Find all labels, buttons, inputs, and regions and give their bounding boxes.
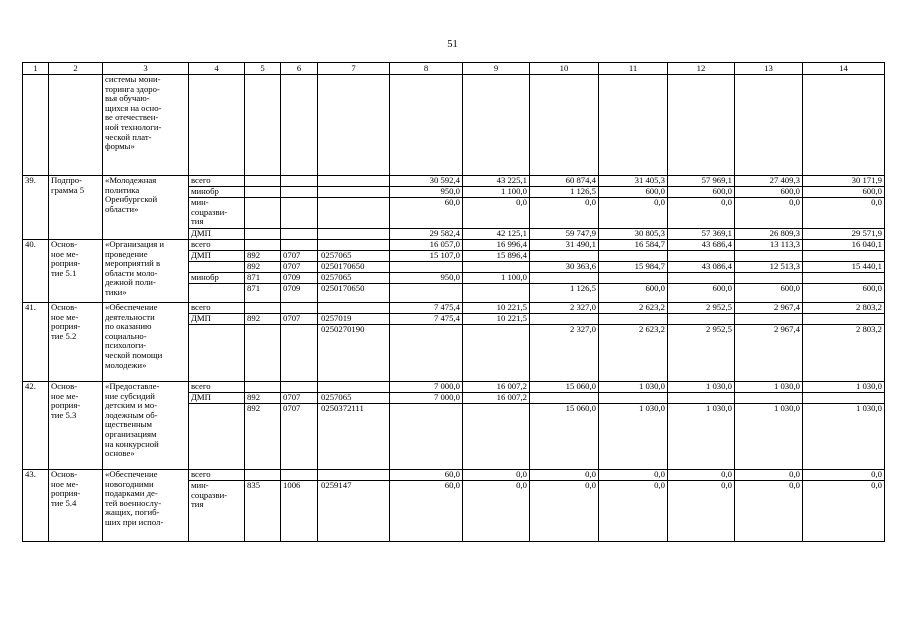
- amount-cell: 1 030,0: [599, 404, 668, 470]
- code-grbs: [245, 382, 281, 393]
- amount-cell: [735, 273, 803, 284]
- amount-cell: 15 440,1: [803, 262, 885, 273]
- amount-cell: [463, 325, 530, 382]
- amount-cell: 950,0: [390, 187, 463, 198]
- code-grbs: 892: [245, 251, 281, 262]
- amount-cell: 1 030,0: [668, 404, 735, 470]
- amount-cell: 10 221,5: [463, 303, 530, 314]
- code-grbs: 892: [245, 393, 281, 404]
- funding-source: ДМП: [189, 393, 245, 404]
- code-section: [281, 382, 318, 393]
- code-target: [318, 229, 390, 240]
- amount-cell: [390, 325, 463, 382]
- amount-cell: 600,0: [599, 187, 668, 198]
- amount-cell: 16 007,2: [463, 382, 530, 393]
- amount-cell: 7 475,4: [390, 314, 463, 325]
- amount-cell: 2 952,5: [668, 325, 735, 382]
- item-name: «Организация и проведение мероприятий в области моло- дежной поли- тики»: [103, 240, 189, 303]
- amount-cell: 30 592,4: [390, 176, 463, 187]
- amount-cell: [530, 314, 599, 325]
- amount-cell: [803, 273, 885, 284]
- item-name: «Обеспечение деятельности по оказанию социально- психологи- ческой помощи молодежи»: [103, 303, 189, 382]
- funding-source: [189, 262, 245, 273]
- funding-source: ДМП: [189, 314, 245, 325]
- amount-cell: [463, 284, 530, 303]
- row-number: 41.: [23, 303, 49, 382]
- amount-cell: 12 513,3: [735, 262, 803, 273]
- amount-cell: 2 967,4: [735, 325, 803, 382]
- amount-cell: [599, 251, 668, 262]
- amount-cell: [463, 404, 530, 470]
- amount-cell: 13 113,3: [735, 240, 803, 251]
- amount-cell: 2 803,2: [803, 303, 885, 314]
- amount-cell: 10 221,5: [463, 314, 530, 325]
- column-number-8: 8: [390, 63, 463, 75]
- amount-cell: 1 100,0: [463, 187, 530, 198]
- cell-empty: [49, 75, 103, 176]
- amount-cell: 16 040,1: [803, 240, 885, 251]
- amount-cell: 2 623,2: [599, 325, 668, 382]
- row-number: 39.: [23, 176, 49, 240]
- code-section: [281, 198, 318, 229]
- amount-cell: [390, 262, 463, 273]
- amount-cell: 1 100,0: [463, 273, 530, 284]
- code-grbs: 871: [245, 273, 281, 284]
- cell-empty: [390, 75, 463, 176]
- amount-cell: [668, 251, 735, 262]
- code-section: 0707: [281, 393, 318, 404]
- table-row: [23, 176, 885, 187]
- amount-cell: 16 007,2: [463, 393, 530, 404]
- column-number-3: 3: [103, 63, 189, 75]
- amount-cell: 15 896,4: [463, 251, 530, 262]
- amount-cell: 0,0: [735, 470, 803, 481]
- code-section: 0707: [281, 404, 318, 470]
- continuation-row: [23, 75, 885, 176]
- amount-cell: 43 686,4: [668, 240, 735, 251]
- item-name: «Предоставле- ние субсидий детским и мо- лодежным об- щественным организациям на конкурсной основе»: [103, 382, 189, 470]
- amount-cell: 600,0: [803, 187, 885, 198]
- column-number-14: 14: [803, 63, 885, 75]
- table-body: [23, 63, 885, 542]
- item-type: Основ- ное ме- роприя- тие 5.3: [49, 382, 103, 470]
- amount-cell: [530, 393, 599, 404]
- code-target: [318, 198, 390, 229]
- amount-cell: 600,0: [668, 284, 735, 303]
- amount-cell: [803, 314, 885, 325]
- column-number-4: 4: [189, 63, 245, 75]
- amount-cell: 1 126,5: [530, 187, 599, 198]
- code-target: [318, 240, 390, 251]
- row-number: 40.: [23, 240, 49, 303]
- cell-empty: [189, 75, 245, 176]
- column-number-11: 11: [599, 63, 668, 75]
- amount-cell: 1 030,0: [735, 404, 803, 470]
- amount-cell: 7 000,0: [390, 382, 463, 393]
- cell-empty: [599, 75, 668, 176]
- amount-cell: 16 584,7: [599, 240, 668, 251]
- amount-cell: [735, 251, 803, 262]
- amount-cell: 0,0: [735, 198, 803, 229]
- code-target: [318, 176, 390, 187]
- funding-source: мин- соцразви- тия: [189, 481, 245, 542]
- code-section: 0707: [281, 314, 318, 325]
- code-grbs: 892: [245, 314, 281, 325]
- funding-source: ДМП: [189, 251, 245, 262]
- amount-cell: [530, 251, 599, 262]
- code-grbs: [245, 229, 281, 240]
- amount-cell: 30 363,6: [530, 262, 599, 273]
- code-section: 0709: [281, 284, 318, 303]
- code-target: 0250270190: [318, 325, 390, 382]
- amount-cell: 60 874,4: [530, 176, 599, 187]
- column-number-7: 7: [318, 63, 390, 75]
- table-row: [23, 240, 885, 251]
- amount-cell: [803, 393, 885, 404]
- funding-source: всего: [189, 303, 245, 314]
- cell-empty: [803, 75, 885, 176]
- column-number-13: 13: [735, 63, 803, 75]
- amount-cell: 31 405,3: [599, 176, 668, 187]
- code-grbs: [245, 187, 281, 198]
- cell-empty: [318, 75, 390, 176]
- funding-source: [189, 325, 245, 382]
- amount-cell: [530, 273, 599, 284]
- amount-cell: 29 571,9: [803, 229, 885, 240]
- code-grbs: 892: [245, 404, 281, 470]
- funding-source: мин- соцразви- тия: [189, 198, 245, 229]
- code-section: 0707: [281, 251, 318, 262]
- code-target: 0259147: [318, 481, 390, 542]
- table-row: [23, 303, 885, 314]
- amount-cell: 57 969,1: [668, 176, 735, 187]
- page-number: 51: [447, 39, 458, 50]
- amount-cell: 0,0: [803, 470, 885, 481]
- code-section: 0707: [281, 262, 318, 273]
- code-target: 0250170650: [318, 284, 390, 303]
- code-section: [281, 176, 318, 187]
- amount-cell: 2 967,4: [735, 303, 803, 314]
- code-grbs: 871: [245, 284, 281, 303]
- amount-cell: [390, 404, 463, 470]
- amount-cell: 2 327,0: [530, 303, 599, 314]
- amount-cell: 26 809,3: [735, 229, 803, 240]
- amount-cell: 600,0: [735, 284, 803, 303]
- amount-cell: 0,0: [599, 198, 668, 229]
- amount-cell: 0,0: [463, 470, 530, 481]
- amount-cell: [668, 273, 735, 284]
- amount-cell: 15 060,0: [530, 404, 599, 470]
- code-section: [281, 325, 318, 382]
- row-number: 42.: [23, 382, 49, 470]
- amount-cell: 60,0: [390, 198, 463, 229]
- amount-cell: 2 952,5: [668, 303, 735, 314]
- code-target: 0257065: [318, 393, 390, 404]
- code-target: 0250170650: [318, 262, 390, 273]
- column-number-6: 6: [281, 63, 318, 75]
- cell-empty: [23, 75, 49, 176]
- code-grbs: [245, 303, 281, 314]
- funding-source: минобр: [189, 187, 245, 198]
- amount-cell: 15 060,0: [530, 382, 599, 393]
- amount-cell: 2 803,2: [803, 325, 885, 382]
- amount-cell: 600,0: [803, 284, 885, 303]
- cell-empty: [245, 75, 281, 176]
- amount-cell: 0,0: [803, 481, 885, 542]
- amount-cell: 15 107,0: [390, 251, 463, 262]
- item-type: Основ- ное ме- роприя- тие 5.4: [49, 470, 103, 542]
- column-number-9: 9: [463, 63, 530, 75]
- amount-cell: [463, 262, 530, 273]
- amount-cell: 600,0: [668, 187, 735, 198]
- amount-cell: 15 984,7: [599, 262, 668, 273]
- code-target: 0257065: [318, 273, 390, 284]
- amount-cell: 1 030,0: [668, 382, 735, 393]
- cell-empty: [668, 75, 735, 176]
- funding-source: всего: [189, 382, 245, 393]
- amount-cell: 1 030,0: [735, 382, 803, 393]
- amount-cell: 60,0: [390, 470, 463, 481]
- code-target: [318, 303, 390, 314]
- amount-cell: 0,0: [530, 470, 599, 481]
- column-number-row: [23, 63, 885, 75]
- funding-source: минобр: [189, 273, 245, 284]
- item-name: «Обеспечение новогодними подарками де- тей военнослу- жащих, погиб- ших при испол-: [103, 470, 189, 542]
- amount-cell: [390, 284, 463, 303]
- code-grbs: [245, 198, 281, 229]
- code-target: 0250372111: [318, 404, 390, 470]
- row-number: 43.: [23, 470, 49, 542]
- amount-cell: [735, 314, 803, 325]
- column-number-2: 2: [49, 63, 103, 75]
- amount-cell: 0,0: [735, 481, 803, 542]
- amount-cell: [668, 393, 735, 404]
- amount-cell: 950,0: [390, 273, 463, 284]
- amount-cell: 0,0: [668, 481, 735, 542]
- amount-cell: 60,0: [390, 481, 463, 542]
- amount-cell: 7 475,4: [390, 303, 463, 314]
- amount-cell: 31 490,1: [530, 240, 599, 251]
- code-section: [281, 187, 318, 198]
- code-grbs: [245, 176, 281, 187]
- amount-cell: [668, 314, 735, 325]
- code-section: 0709: [281, 273, 318, 284]
- amount-cell: 59 747,9: [530, 229, 599, 240]
- amount-cell: 0,0: [530, 481, 599, 542]
- amount-cell: 1 030,0: [803, 382, 885, 393]
- code-target: [318, 187, 390, 198]
- amount-cell: 600,0: [599, 284, 668, 303]
- item-type: Подпро- грамма 5: [49, 176, 103, 240]
- funding-source: [189, 284, 245, 303]
- amount-cell: 2 623,2: [599, 303, 668, 314]
- amount-cell: [599, 314, 668, 325]
- amount-cell: 29 582,4: [390, 229, 463, 240]
- amount-cell: 0,0: [530, 198, 599, 229]
- column-number-10: 10: [530, 63, 599, 75]
- amount-cell: 30 171,9: [803, 176, 885, 187]
- amount-cell: [599, 393, 668, 404]
- item-type: Основ- ное ме- роприя- тие 5.2: [49, 303, 103, 382]
- code-section: [281, 240, 318, 251]
- funding-source: всего: [189, 470, 245, 481]
- funding-source: всего: [189, 240, 245, 251]
- amount-cell: [599, 273, 668, 284]
- code-grbs: 892: [245, 262, 281, 273]
- funding-source: всего: [189, 176, 245, 187]
- amount-cell: 0,0: [599, 481, 668, 542]
- amount-cell: [803, 251, 885, 262]
- code-section: [281, 470, 318, 481]
- column-number-5: 5: [245, 63, 281, 75]
- amount-cell: [735, 393, 803, 404]
- code-target: [318, 382, 390, 393]
- item-type: Основ- ное ме- роприя- тие 5.1: [49, 240, 103, 303]
- item-name: «Молодежная политика Оренбургской области»: [103, 176, 189, 240]
- code-section: 1006: [281, 481, 318, 542]
- amount-cell: 43 086,4: [668, 262, 735, 273]
- cell-empty: [463, 75, 530, 176]
- amount-cell: 0,0: [668, 470, 735, 481]
- amount-cell: 1 126,5: [530, 284, 599, 303]
- amount-cell: 1 030,0: [599, 382, 668, 393]
- cell-empty: [281, 75, 318, 176]
- continued-name-text: системы мони- торинга здоро- вья обучаю- щихся на осно- ве отечествен- ной технологи- ческой плат- формы»: [103, 75, 189, 176]
- table-row: [23, 470, 885, 481]
- amount-cell: 2 327,0: [530, 325, 599, 382]
- funding-source: [189, 404, 245, 470]
- code-grbs: [245, 240, 281, 251]
- column-number-1: 1: [23, 63, 49, 75]
- amount-cell: 16 057,0: [390, 240, 463, 251]
- cell-empty: [530, 75, 599, 176]
- amount-cell: 43 225,1: [463, 176, 530, 187]
- amount-cell: 27 409,3: [735, 176, 803, 187]
- code-grbs: [245, 325, 281, 382]
- column-number-12: 12: [668, 63, 735, 75]
- funding-source: ДМП: [189, 229, 245, 240]
- amount-cell: 57 369,1: [668, 229, 735, 240]
- amount-cell: 16 996,4: [463, 240, 530, 251]
- code-target: 0257065: [318, 251, 390, 262]
- amount-cell: 7 000,0: [390, 393, 463, 404]
- code-section: [281, 303, 318, 314]
- code-target: 0257019: [318, 314, 390, 325]
- amount-cell: 42 125,1: [463, 229, 530, 240]
- amount-cell: 0,0: [803, 198, 885, 229]
- amount-cell: 30 805,3: [599, 229, 668, 240]
- amount-cell: 0,0: [463, 198, 530, 229]
- amount-cell: 0,0: [463, 481, 530, 542]
- amount-cell: 1 030,0: [803, 404, 885, 470]
- table-row: [23, 382, 885, 393]
- code-grbs: [245, 470, 281, 481]
- amount-cell: 0,0: [599, 470, 668, 481]
- code-target: [318, 470, 390, 481]
- code-grbs: 835: [245, 481, 281, 542]
- cell-empty: [735, 75, 803, 176]
- amount-cell: 0,0: [668, 198, 735, 229]
- amount-cell: 600,0: [735, 187, 803, 198]
- budget-table: [22, 62, 885, 542]
- code-section: [281, 229, 318, 240]
